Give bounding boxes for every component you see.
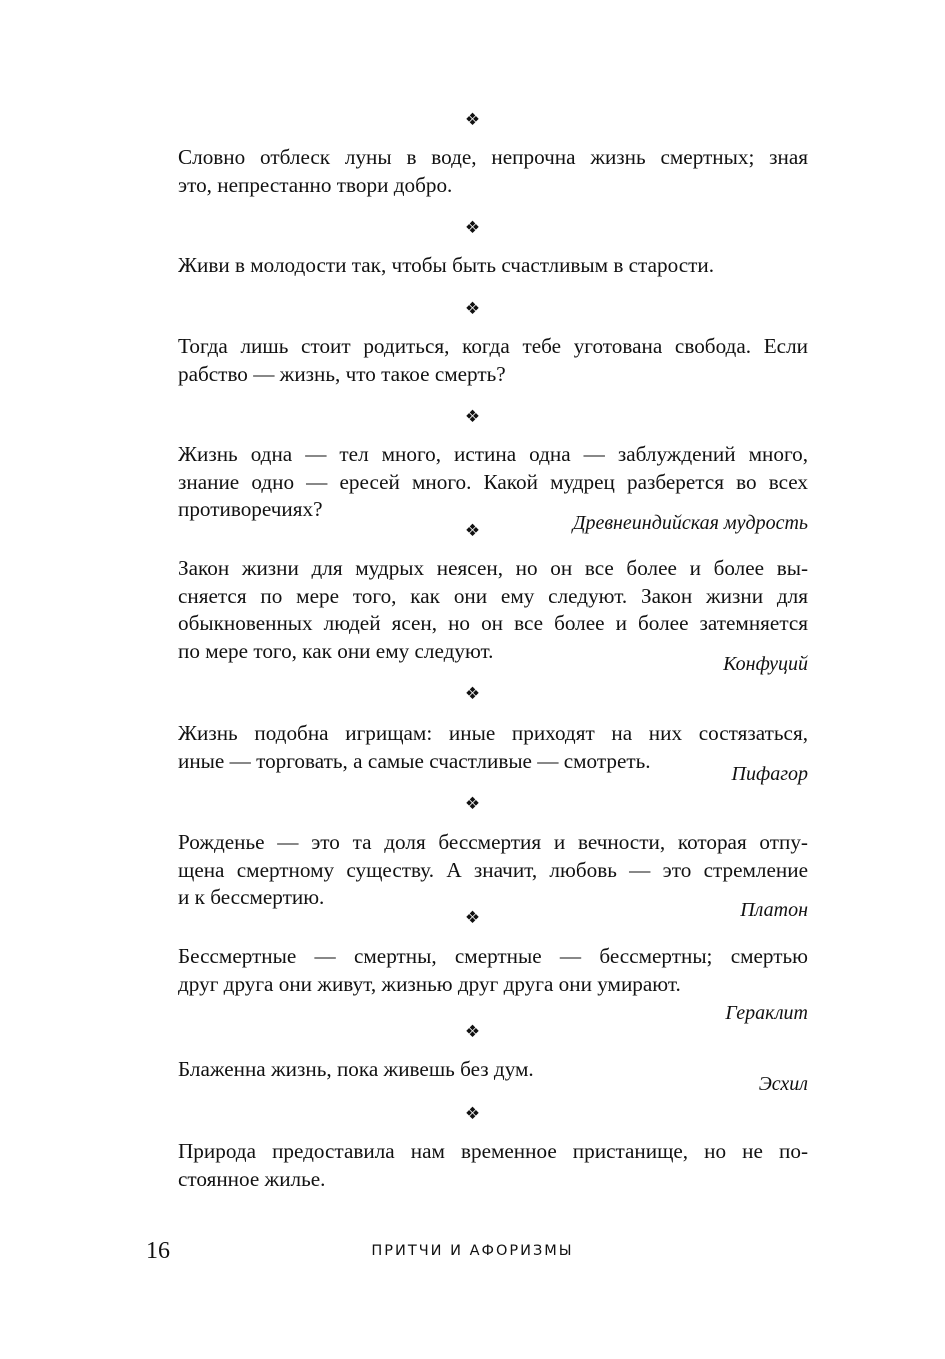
text-line: Тогда лишь стоит родиться, когда тебе уготована свобода. Если	[178, 334, 808, 358]
author-attribution: Гераклит	[725, 1002, 808, 1024]
text-line: это, непрестанно твори добро.	[178, 172, 453, 197]
separator-icon: ❖	[464, 110, 481, 130]
text-line: противоречиях?	[178, 497, 323, 521]
separator-icon: ❖	[464, 1104, 481, 1124]
text-line: щена смертному существу. А значит, любовь — это стремление	[178, 857, 808, 882]
separator-icon: ❖	[464, 218, 481, 238]
separator-icon: ❖	[464, 684, 481, 704]
text-line: Бессмертные — смертны, смертные — бессмертны; смертью	[178, 944, 808, 968]
text-line: Рожденье — это та доля бессмертия и вечности, которая отпу-	[178, 830, 808, 854]
separator-icon: ❖	[464, 299, 481, 319]
aphorism-text	[178, 252, 808, 280]
text-line: Живи в молодости так, чтобы быть счастливым в старости.	[178, 253, 714, 277]
author-attribution: Эсхил	[758, 1073, 808, 1095]
text-line: Жизнь одна — тел много, истина одна — заблуждений много,	[178, 442, 808, 466]
aphorism-text	[178, 829, 808, 912]
text-line: Закон жизни для мудрых неясен, но он все более и более вы-	[178, 556, 808, 580]
separator-icon: ❖	[464, 521, 481, 541]
text-line: Словно отблеск луны в воде, непрочна жизнь смертных; зная	[178, 145, 808, 169]
text-line: Жизнь подобна игрищам: иные приходят на них состязаться,	[178, 721, 808, 745]
text-line: по мере того, как они ему следуют.	[178, 638, 494, 663]
separator-icon: ❖	[464, 407, 481, 427]
aphorism-text	[178, 720, 808, 775]
author-attribution: Пифагор	[731, 763, 808, 785]
text-line: Природа предоставила нам временное пристанище, но не по-	[178, 1139, 808, 1163]
aphorism-text	[178, 943, 808, 998]
text-line: стоянное жилье.	[178, 1166, 326, 1191]
running-head: ПРИТЧИ И АФОРИЗМЫ	[371, 1243, 574, 1259]
separator-icon: ❖	[464, 794, 481, 814]
separator-icon: ❖	[464, 1022, 481, 1042]
text-line: рабство — жизнь, что такое смерть?	[178, 361, 506, 386]
aphorism-text	[178, 1056, 808, 1084]
text-line: обыкновенных людей ясен, но он все более и более затемняется	[178, 611, 808, 635]
aphorism-text	[178, 1138, 808, 1193]
text-line: знание одно — ересей много. Какой мудрец разберется во всех	[178, 469, 808, 494]
author-attribution: Древнеиндийская мудрость	[572, 512, 808, 534]
aphorism-text	[178, 144, 808, 199]
separator-icon: ❖	[464, 908, 481, 928]
text-line: иные — торговать, а самые счастливые — смотреть.	[178, 748, 651, 773]
text-line: Блаженна жизнь, пока живешь без дум.	[178, 1057, 534, 1081]
text-line: друг друга они живут, жизнью друг друга они умирают.	[178, 971, 681, 996]
text-line: и к бессмертию.	[178, 885, 325, 909]
author-attribution: Платон	[740, 899, 808, 921]
text-line: сняется по мере того, как они ему следуют. Закон жизни для	[178, 583, 808, 608]
aphorism-text	[178, 555, 808, 665]
author-attribution: Конфуций	[723, 653, 808, 675]
aphorism-text	[178, 333, 808, 388]
page-number: 16	[146, 1238, 170, 1264]
